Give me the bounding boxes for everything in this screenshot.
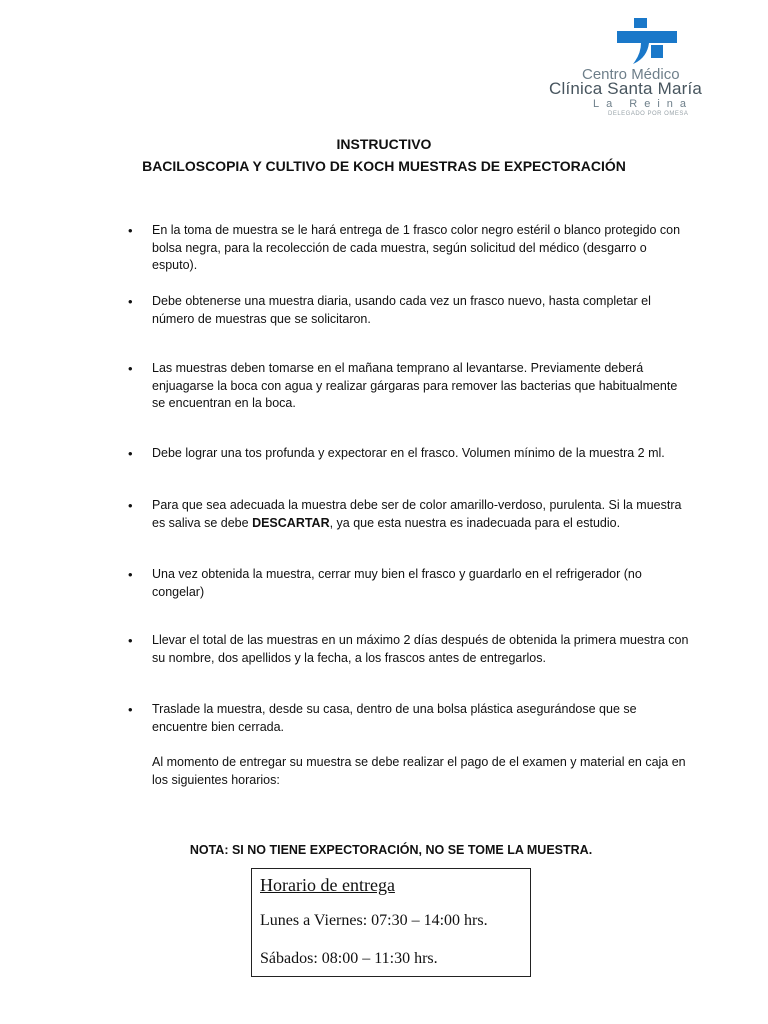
schedule-box [251, 868, 531, 977]
logo-line-clinica: Clínica Santa María [549, 79, 703, 98]
list-item-text-end: , ya que esta nuestra es inadecuada para el estudio. [329, 515, 621, 530]
logo-line-tagline: DELEGADO POR OMESA [608, 111, 689, 117]
clinic-logo [545, 18, 750, 118]
list-item [128, 497, 692, 532]
schedule-weekdays: Lunes a Viernes: 07:30 – 14:00 hrs. [260, 912, 488, 929]
bullet-icon: • [128, 567, 133, 582]
list-item-text: Llevar el total de las muestras en un máximo 2 días después de obtenida la primera muestra con su nombre, dos apellidos y la fecha, a los frascos antes de entregarlos. [152, 633, 689, 665]
list-item-emphasis: DESCARTAR [252, 515, 330, 530]
document-subtitle: BACILOSCOPIA Y CULTIVO DE KOCH MUESTRAS DE EXPECTORACIÓN [142, 158, 626, 174]
logo-line-centro-medico: Centro Médico [582, 66, 680, 83]
list-item-text-start: Para que sea adecuada la muestra debe ser de color amarillo-verdoso, purulenta. Si la muestra es saliva se debe [152, 498, 682, 530]
bullet-icon: • [128, 498, 133, 513]
bullet-icon: • [128, 633, 133, 648]
list-item [128, 632, 692, 667]
bullet-icon: • [128, 294, 133, 309]
list-item [128, 566, 692, 601]
logo-line-la-reina: La Reina [593, 98, 694, 110]
list-item-text: Debe lograr una tos profunda y expectorar en el frasco. Volumen mínimo de la muestra 2 ml. [152, 446, 665, 460]
bullet-icon: • [128, 361, 133, 376]
list-item-text: Traslade la muestra, desde su casa, dentro de una bolsa plástica asegurándose que se encuentre bien cerrada. [152, 702, 637, 734]
list-item [128, 360, 692, 413]
schedule-title: Horario de entrega [260, 875, 395, 895]
document-title: INSTRUCTIVO [336, 136, 432, 152]
cross-logo-icon [615, 18, 677, 66]
list-item [128, 293, 692, 328]
bullet-icon: • [128, 446, 133, 461]
list-item [128, 222, 692, 275]
schedule-saturday: Sábados: 08:00 – 11:30 hrs. [260, 950, 438, 967]
nota-warning: NOTA: SI NO TIENE EXPECTORACIÓN, NO SE TOME LA MUESTRA. [189, 843, 593, 857]
list-item-text: Una vez obtenida la muestra, cerrar muy bien el frasco y guardarlo en el refrigerador (no congelar) [152, 567, 642, 599]
list-item-text: En la toma de muestra se le hará entrega de 1 frasco color negro estéril o blanco protegido con bolsa negra, para la recolección de cada muestra, según solicitud del médico (desgarro o esputo). [152, 223, 681, 272]
payment-note: Al momento de entregar su muestra se debe realizar el pago de el examen y material en caja en los siguientes horarios: [152, 755, 686, 787]
list-item [128, 445, 692, 463]
bullet-icon: • [128, 223, 133, 238]
list-item-text: Las muestras deben tomarse en el mañana temprano al levantarse. Previamente deberá enjuagarse la boca con agua y realizar gárgaras para remover las bacterias que habitualmente se encuentran en la boca. [152, 361, 678, 410]
list-item [128, 701, 692, 736]
list-item-text: Debe obtenerse una muestra diaria, usando cada vez un frasco nuevo, hasta completar el número de muestras que se solicitaron. [152, 294, 651, 326]
bullet-icon: • [128, 702, 133, 717]
